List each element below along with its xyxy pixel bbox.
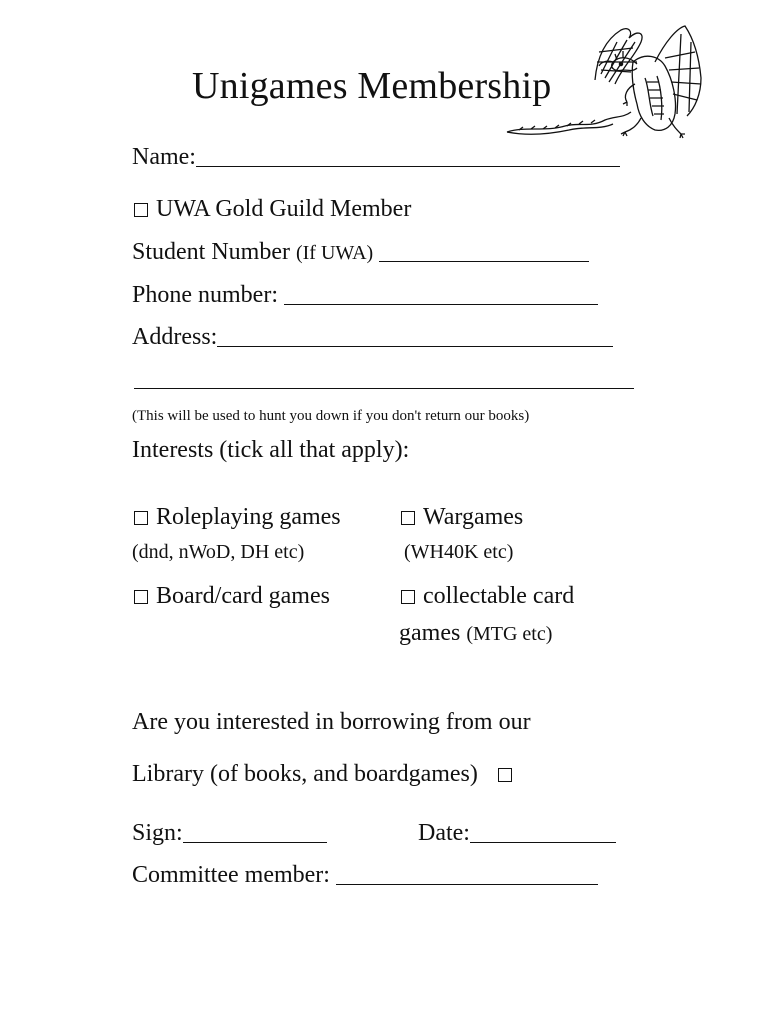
name-field[interactable] bbox=[132, 144, 620, 171]
checkbox-icon[interactable] bbox=[134, 511, 148, 525]
committee-field[interactable] bbox=[132, 862, 598, 889]
address-blank-line2[interactable] bbox=[134, 366, 634, 389]
gold-guild-option[interactable] bbox=[134, 196, 411, 223]
address-label: Address: bbox=[132, 324, 218, 350]
checkbox-icon[interactable] bbox=[401, 590, 415, 604]
library-question[interactable] bbox=[132, 761, 520, 788]
roleplaying-option[interactable] bbox=[134, 504, 341, 531]
roleplaying-label: Roleplaying games bbox=[156, 504, 341, 530]
date-blank[interactable] bbox=[470, 822, 616, 843]
committee-label: Committee member: bbox=[132, 862, 330, 888]
checkbox-icon[interactable] bbox=[498, 768, 512, 782]
student-number-blank[interactable] bbox=[379, 241, 589, 262]
address-blank[interactable] bbox=[217, 326, 613, 347]
student-number-label: Student Number bbox=[132, 239, 290, 265]
collectable-option[interactable] bbox=[401, 583, 574, 610]
phone-label: Phone number: bbox=[132, 282, 278, 308]
wargames-option[interactable] bbox=[401, 504, 523, 531]
student-number-note: (If UWA) bbox=[295, 242, 374, 264]
boardcard-label: Board/card games bbox=[156, 583, 330, 609]
wargames-note: (WH40K etc) bbox=[404, 541, 514, 563]
student-number-field[interactable] bbox=[132, 239, 589, 266]
library-question-line2: Library (of books, and boardgames) bbox=[132, 761, 478, 787]
name-label: Name: bbox=[132, 144, 196, 170]
library-question-line1: Are you interested in borrowing from our bbox=[132, 709, 531, 735]
dragon-icon bbox=[505, 22, 705, 142]
boardcard-option[interactable] bbox=[134, 583, 330, 610]
address-note: (This will be used to hunt you down if you don't return our books) bbox=[132, 408, 530, 424]
gold-guild-label: UWA Gold Guild Member bbox=[156, 196, 412, 222]
checkbox-icon[interactable] bbox=[134, 203, 148, 217]
address-field[interactable] bbox=[132, 324, 613, 351]
phone-blank[interactable] bbox=[284, 284, 598, 305]
collectable-label: collectable card bbox=[423, 583, 575, 609]
date-field[interactable] bbox=[418, 820, 616, 847]
form-title: Unigames Membership bbox=[192, 65, 552, 107]
collectable-line2 bbox=[399, 620, 552, 647]
roleplaying-note: (dnd, nWoD, DH etc) bbox=[132, 541, 305, 563]
sign-field[interactable] bbox=[132, 820, 327, 847]
date-label: Date: bbox=[418, 820, 470, 846]
collectable-note: (MTG etc) bbox=[466, 623, 553, 645]
phone-field[interactable] bbox=[132, 282, 598, 309]
committee-blank[interactable] bbox=[336, 864, 598, 885]
sign-label: Sign: bbox=[132, 820, 183, 846]
collectable-label-line2: games bbox=[399, 620, 461, 646]
interests-heading: Interests (tick all that apply): bbox=[132, 437, 410, 463]
checkbox-icon[interactable] bbox=[401, 511, 415, 525]
wargames-label: Wargames bbox=[423, 504, 524, 530]
sign-blank[interactable] bbox=[183, 822, 327, 843]
name-blank[interactable] bbox=[196, 146, 620, 167]
checkbox-icon[interactable] bbox=[134, 590, 148, 604]
